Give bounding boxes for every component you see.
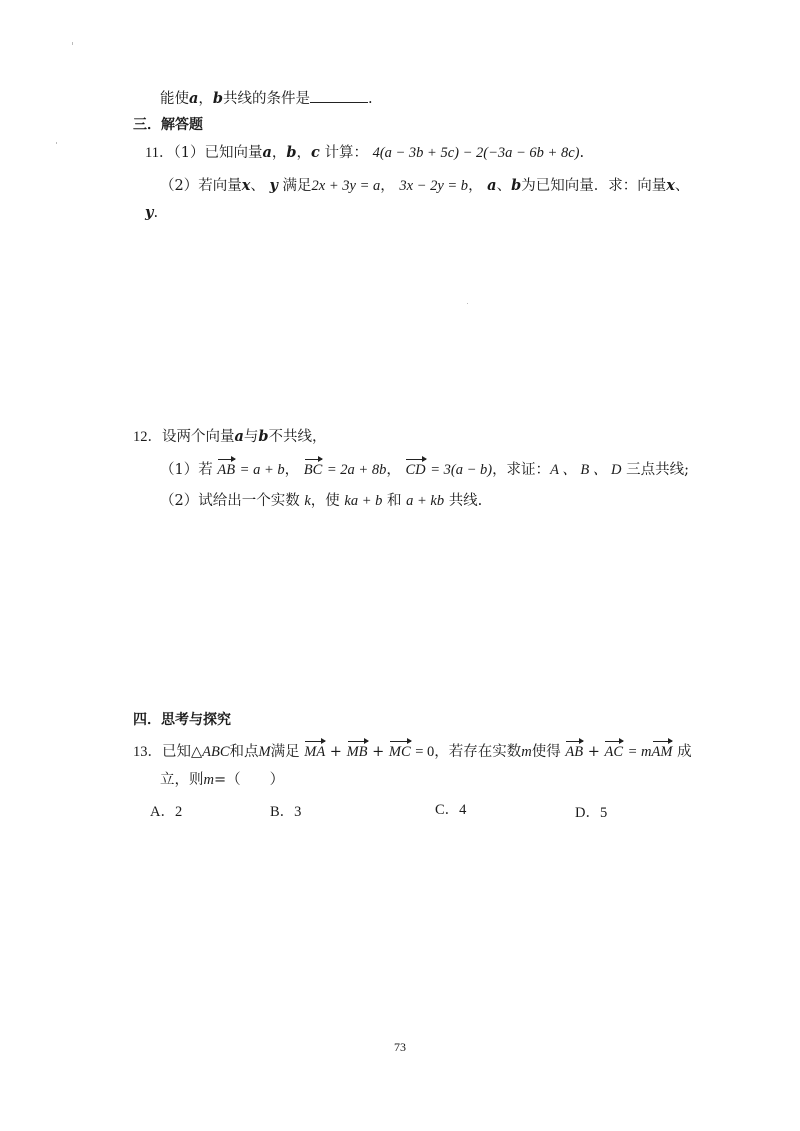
q12-and: 与 [243,429,259,445]
q13-rhs-m: = m [627,744,652,760]
q12-var-k: k [304,493,311,509]
q11-var-c: c [311,144,320,161]
q12-part2-end: 共线. [448,493,483,509]
scan-speck [56,142,57,144]
q12-part1-line: （1）若 AB = a + b， BC = 2a + 8b， CD = 3(a − b)，求证：A 、 B 、 D 三点共线; [160,462,689,478]
q11-part1-expression: 4(a − 3b + 5c) − 2(−3a − 6b + 8c) [372,145,580,161]
q13-text3: 满足 [270,744,300,760]
option-b: B．3 [270,804,302,820]
vector-ac: AC [604,744,624,760]
q11-equation-2: 3x − 2y = b [399,178,469,194]
option-c: C．4 [435,802,467,818]
q13-line-1: 13．已知△ABC和点M满足 MA + MB + MC = 0，若存在实数m使得 AB + AC = mAM 成 [133,744,692,760]
q11-known: 为已知向量．求：向量 [521,178,667,194]
q13-line2-text: 立，则 [160,772,204,788]
q12-points: A 、 B 、 D [550,462,622,478]
q10-var-b: b [212,90,224,107]
vector-ab: AB [217,462,236,478]
q12-intro-line [133,427,327,447]
q11-var-y: y [269,177,278,194]
q13-line2-end: =（ ） [213,772,285,788]
q12-number: 12． [133,429,162,445]
option-a: A．2 [150,804,183,820]
option-d: D．5 [575,805,608,821]
q12-ab-rhs: = a + b [239,462,285,478]
q11-cond: 满足 [282,178,312,194]
vector-ma: MA [304,744,326,760]
q12-var-a: a [234,428,244,445]
q13-text2: 和点 [229,744,259,760]
q11-part2-prefix: （2）若向量 [160,178,242,194]
q11-var-a: a [262,144,272,161]
q12-part2-line [160,491,482,511]
q13-eq-zero: = 0 [415,744,435,760]
q11-part1-line: 11．（1）已知向量a，b，c 计算： 4(a − 3b + 5c) − 2(−3a − 6b + 8c). [145,144,585,161]
q12-intro-end: 不共线， [268,429,327,445]
q10-var-a: a [189,90,199,107]
vector-mc: MC [388,744,411,760]
q13-line2-m: m [203,772,214,788]
q12-prove: ，求证： [492,462,551,478]
q13-triangle: ABC [202,744,230,760]
q12-part2-mid: ，使 [310,493,340,509]
q11-part1-prefix: （1）已知向量 [173,145,263,161]
q12-cd-rhs: = 3(a − b) [430,462,493,478]
q12-and2: 和 [386,493,402,509]
q10-text: 能使 [160,91,189,107]
q12-part2-prefix: （2）试给出一个实数 [160,493,300,509]
q11-part1-end: . [579,145,585,161]
vector-am: AM [651,744,673,760]
q10-tail-line [160,88,373,109]
scan-speck [467,303,468,304]
vector-bc: BC [303,462,323,478]
q10-end: . [368,91,373,107]
q11-part2-line: （2）若向量x、 y 满足2x + 3y = a， 3x − 2y = b， a、b为已知向量．求：向量x、 [160,177,690,194]
q13-line-2 [160,770,284,790]
q12-part1-prefix: （1）若 [160,462,213,478]
q11-sep: 、 [250,178,265,194]
q11-part1-mid: 计算： [324,145,368,161]
q13-text4: ，若存在实数 [434,744,522,760]
q11-var-x: x [241,177,251,194]
vector-cd: CD [405,462,426,478]
q10-sep: ， [198,91,213,107]
q12-var-b: b [258,428,269,445]
q11-number: 11． [145,145,174,161]
q12-intro: 设两个向量 [162,429,235,445]
q11-part2-line2 [145,203,158,223]
q13-var-m: m [521,744,532,760]
scan-speck [72,42,73,45]
vector-ab-q13: AB [565,744,584,760]
answer-blank [310,88,368,103]
q13-text5: 使得 [531,744,561,760]
q12-expr-2: a + kb [406,493,445,509]
q11-var-b: b [286,144,297,161]
q11-equation-1: 2x + 3y = a [311,178,381,194]
section-3-heading: 三．解答题 [133,117,203,133]
q11-var-y-end: y [145,204,154,221]
q11-part2-end: . [153,205,159,221]
q13-point-m: M [258,744,271,760]
q13-text6: 成 [677,744,692,760]
q12-expr-1: ka + b [344,493,383,509]
page-number: 73 [394,1040,406,1054]
q12-part1-end: 三点共线; [626,462,689,478]
vector-mb: MB [346,744,368,760]
q10-text-after: 共线的条件是 [223,91,311,107]
q12-bc-rhs: = 2a + 8b [326,462,387,478]
q13-number: 13． [133,744,162,760]
q13-text1: 已知△ [162,744,203,760]
section-4-heading: 四．思考与探究 [133,712,231,728]
